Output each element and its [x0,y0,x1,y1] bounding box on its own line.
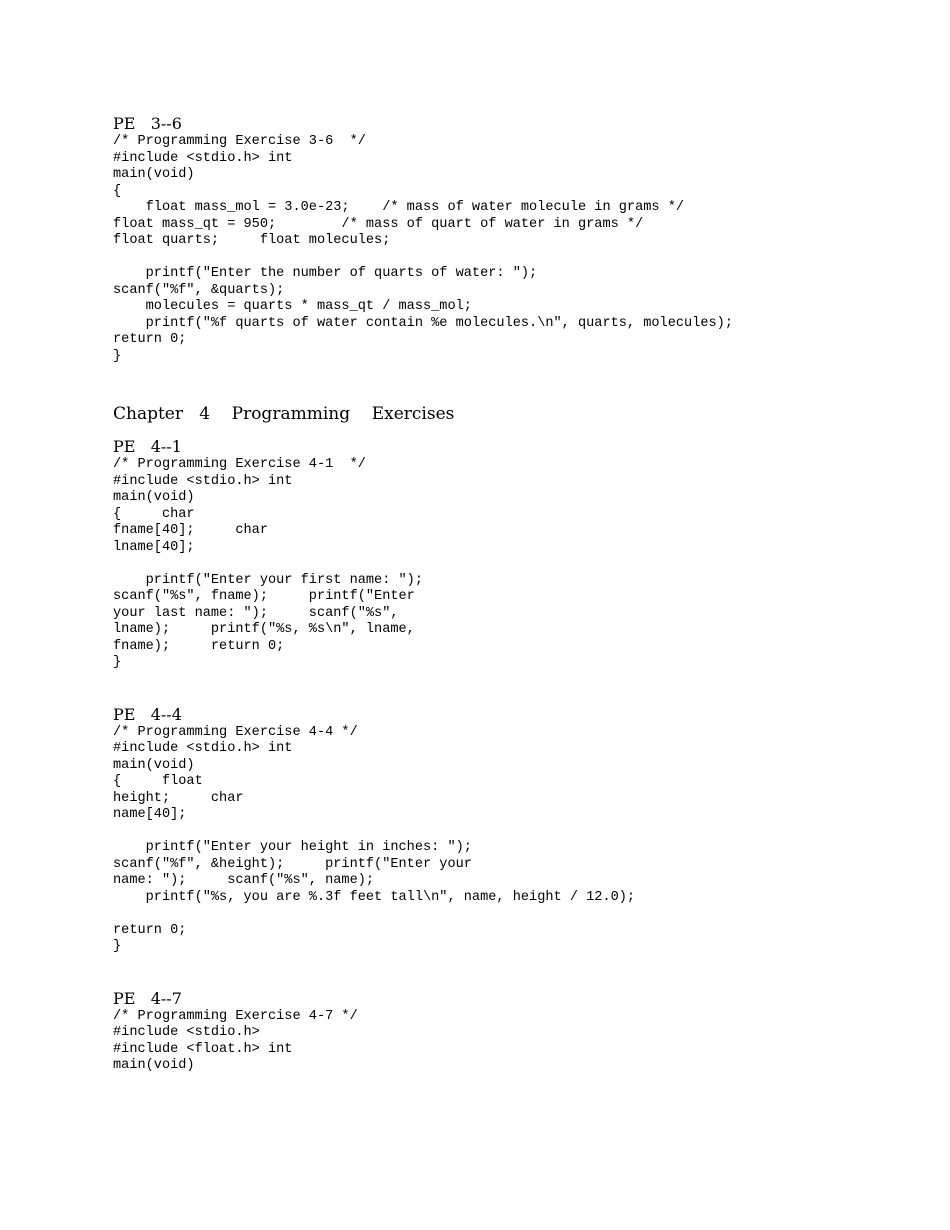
exercise-section-3-6 [113,114,913,365]
exercise-heading: PE 4--1 [113,437,182,456]
code-block: /* Programming Exercise 3-6 */ #include <stdio.h> int main(void) { float mass_mol = 3.0e-23; /* mass of water molecule in grams */ float mass_qt = 950; /* mass of quart of water in grams */ float quarts; float molecules; printf("Enter the number of quarts of water: "); scanf("%f", &quarts); molecules = quarts * mass_qt / mass_mol; printf("%f quarts of water contain %e molecules.\n", quarts, molecules); return 0; } [113,134,733,364]
code-block: /* Programming Exercise 4-4 */ #include <stdio.h> int main(void) { float height; char name[40]; printf("Enter your height in inches: "); scanf("%f", &height); printf("Enter your name: "); scanf("%s", name); printf("%s, you are %.3f feet tall\n", name, height / 12.0); return 0; } [113,724,636,954]
chapter-title: Chapter 4 Programming Exercises [113,404,455,424]
exercise-heading: PE 3--6 [113,114,182,133]
exercise-heading: PE 4--4 [113,704,182,724]
exercise-section-4-7 [113,989,913,1075]
exercise-heading: PE 4--7 [113,988,182,1008]
exercise-section-4-4 [113,705,913,956]
chapter-section [113,403,913,425]
exercise-section-4-1 [113,437,913,672]
code-block: /* Programming Exercise 4-7 */ #include <stdio.h> #include <float.h> int main(void) [113,1008,358,1073]
code-block: /* Programming Exercise 4-1 */ #include <stdio.h> int main(void) { char fname[40]; char lname[40]; printf("Enter your first name: "); scanf("%s", fname); printf("Enter your last name: "); scanf("%s", lname); printf("%s, %s\n", lname, fname); return 0; } [113,457,423,670]
document-page [113,114,913,1075]
